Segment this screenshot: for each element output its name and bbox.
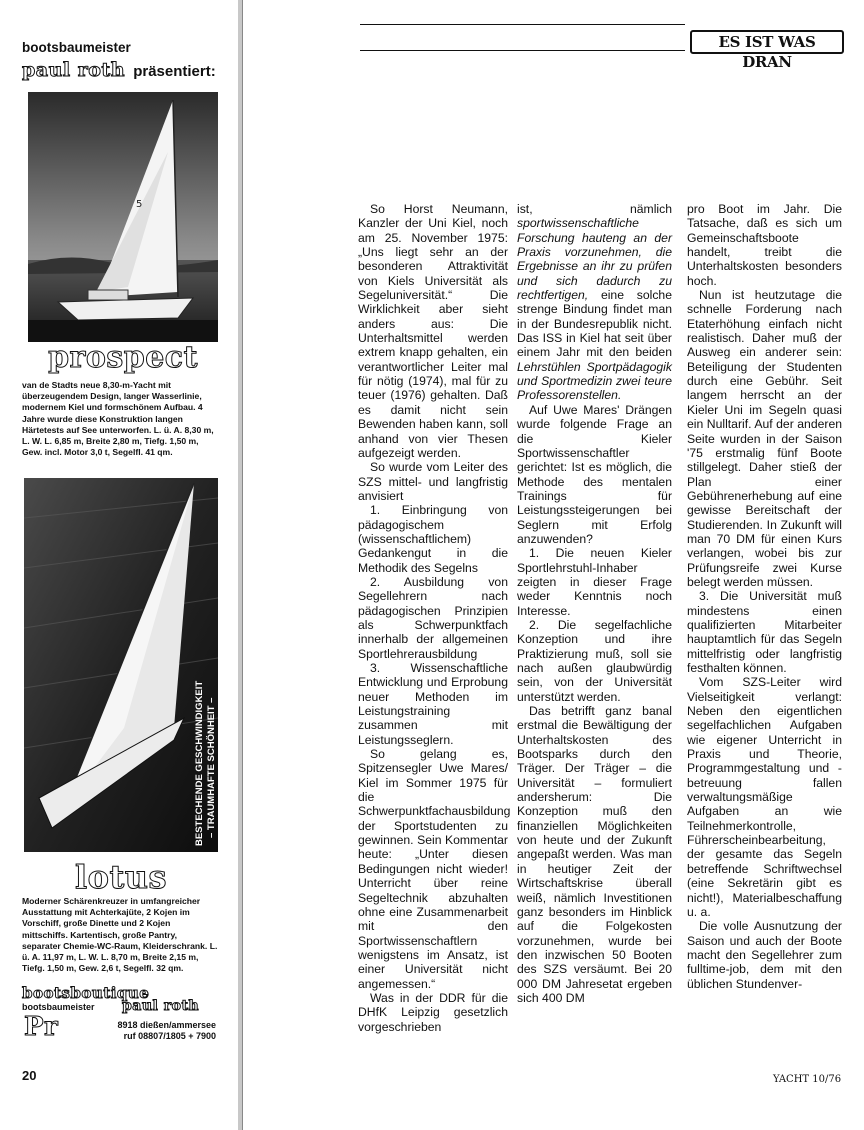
col2-paragraph: Auf Uwe Mares' Drängen wurde folgende Frage an die Kieler Sportwissenschaftler gerichtet: Ist es möglich, die Methode des mentalen Trainings für Leistungssteigerungen bei Seglern mit Erfolg anzuwenden? (517, 402, 672, 546)
section-badge: ES IST WAS DRAN (690, 30, 844, 54)
col2-emphasis-1: sportwissenschaftliche Forschung hauteng an der Praxis vorzunehmen, die Ergebnisse an ihr zu prüfen und sich dadurch zu rechtfertigen, (517, 216, 672, 303)
col1-paragraph: So wurde vom Leiter des SZS mittel- und langfristig anvisiert (358, 460, 508, 503)
header-rule-top (360, 24, 685, 25)
gutter-line (242, 0, 243, 1130)
col3-paragraph: Vom SZS-Leiter wird Vielseitigkeit verlangt: Neben den eigentlichen segelfachlichen Aufgaben wie eigener Unterricht in Praxis und Theorie, Programmgestaltung und -betreuung fallen verwaltungsmäßige Aufgaben an wie Teilnehmerkontrolle, Führerscheinbearbeitung, der gesamte das Segeln betreffende Schriftwechsel (eine Sekretärin gibt es nicht!), Materialbeschaffung u. a. (687, 675, 842, 919)
lotus-description: Moderner Schärenkreuzer in umfangreicher Ausstattung mit Achterkajüte, 2 Kojen im Vorschiff, große Dinette und 2 Kojen mittschiffs. Kartentisch, große Pantry, separater Chemie-WC-Raum, Kleiderschrank. L. ü. A. 11,97 m, L. W. L. 8,70 m, Breite 2,15 m, Tiefg. 1,50 m, Gew. 2,6 t, Segelfl. 32 qm. (22, 896, 218, 974)
col2-mid: eine solche strenge Bindung findet man in der Bundesrepublik nicht. Das ISS in Kiel hat seit über einem Jahr mit den beiden (517, 288, 672, 360)
col2-emphasis-2: Lehrstühlen Sportpädagogik und Sportmedizin zwei teure Professorenstellen. (517, 359, 672, 403)
article-column-3 (687, 202, 842, 991)
sail-number: 5 (136, 199, 143, 210)
ad-brand: paul roth (22, 59, 126, 81)
lotus-sailboat-image (24, 478, 218, 852)
page-number: 20 (22, 1068, 37, 1083)
ad-presents: präsentiert: (133, 63, 216, 80)
col1-list-item: 2. Ausbildung von Segellehrern nach pädagogischen Prinzipien als Schwerpunktfach innerhalb der allgemeinen Sportlehrerausbildung (358, 574, 508, 661)
lotus-caption-line2: – TRAUMHAFTE SCHÖNHEIT – (206, 697, 217, 838)
prospect-photo (28, 92, 218, 342)
contact-address-block (112, 1020, 216, 1042)
ad-brand-line (22, 59, 222, 83)
col2-lead: ist, nämlich (517, 202, 672, 216)
col2-list-item: 2. Die segelfachliche Konzeption und ihre Praktizierung muß, soll sie nach außen glaubwürdig sein, von der Universität unterstützt werden. (517, 617, 672, 704)
col3-paragraph: pro Boot im Jahr. Die Tatsache, daß es sich um Gemeinschaftsboote handelt, treibt die Unterhaltskosten besonders hoch. (687, 202, 842, 288)
prospect-sailboat-image (28, 92, 218, 342)
ad-heading: bootsbaumeister (22, 40, 131, 55)
lotus-photo (24, 478, 218, 852)
pr-logo: Pr (24, 1012, 59, 1042)
article-column-2 (517, 202, 672, 1005)
advertisement-header (22, 40, 222, 83)
col1-paragraph: So Horst Neumann, Kanzler der Uni Kiel, noch am 25. November 1975: „Uns liegt sehr an der besonderen Attraktivität von Kiels Universität als Segeluniversität.“ Die Wirklichkeit aber sieht anders aus: Die Unterhaltsmittel werden extrem knapp gehalten, ein verantwortlicher Leiter mal für nötig (1974), mal für zu teuer (1976) gehalten. Daß es damit nicht sein Bewenden haben kann, soll anhand von vier Thesen aufgezeigt werden. (358, 202, 508, 460)
contact-brand: paul roth (122, 998, 200, 1014)
col1-list-item: 3. Wissenschaftliche Entwicklung und Erprobung neuer Methoden im Leistungstraining zusammen mit Leistungsseglern. (358, 661, 508, 747)
col3-paragraph: Die volle Ausnutzung der Saison und auch der Boote macht den Segellehrer zum fulltime-job, dem mit den üblichen Stundenver- (687, 919, 842, 991)
lotus-caption-line1: BESTECHENDE GESCHWINDIGKEIT (194, 680, 205, 846)
contact-address: 8918 dießen/ammersee (117, 1020, 216, 1030)
col3-list-item: 3. Die Universität muß mindestens einen qualifizierten Mitarbeiter hauptamtlich für das Segeln mittelfristig oder langfristig festhalten können. (687, 589, 842, 675)
col1-paragraph: So gelang es, Spitzensegler Uwe Mares/ Kiel im Sommer 1975 für die Schwerpunktfachausbildung der Sportstudenten zu gewinnen. Sein Kommentar heute: „Unter diesen Bedingungen nicht wieder! Unterricht über reine Segeltechnik abzuhalten ohne eine Zusammenarbeit mit den Sportwissenschaftlern wenigstens im Ansatz, ist einer Universität nicht angemessen.“ (358, 747, 511, 991)
col2-paragraph: Das betrifft ganz banal erstmal die Bewältigung der Unterhaltskosten des Bootsparks durch den Träger. Der Träger – die Universität – formuliert andersherum: Die Konzeption muß den finanziellen Möglichkeiten von heute und der Zukunft angepaßt werden. Was man in heutiger Zeit der Wirtschaftskrise überall weiß, nämlich Investitionen ganz besonders im Hinblick auf die Folgekosten vorzunehmen, wurde bei den inzwischen 50 Booten des SZS versäumt. Bei 20 000 DM Jahresetat ergeben sich 400 DM (517, 704, 672, 1005)
lotus-logo: lotus (74, 858, 168, 896)
contact-label: bootsbaumeister (22, 1002, 95, 1012)
col1-list-item: 1. Einbringung von pädagogischem (wissenschaftlichem) Gedankengut in die Methodik des Segelns (358, 503, 508, 575)
col2-first-paragraph (517, 202, 672, 403)
col3-paragraph: Nun ist heutzutage die schnelle Forderung nach Etaterhöhung einfach nicht realistisch. Daher muß der Ausweg ein anderer sein: Beteiligung der Studenten durch eine Gebühr. Seit langem herrscht an der Kieler Uni im Segeln quasi ein Nulltarif. Auf der anderen Seite wurden in der Saison '75 erstmalig fünf Boote stillgelegt. Daher stieß der Plan einer Gebührenerhebung auf eine gewisse Bereitschaft der Studierenden. In Zukunft will man 70 DM für einen Kurs verlangen, wobei bis zur Prüfungsreife zwei Kurse belegt werden müssen. (687, 288, 842, 589)
article-column-1 (358, 202, 511, 1034)
prospect-logo: prospect (48, 340, 198, 375)
boutique-logo: bootsboutique (22, 984, 150, 1002)
col1-paragraph: Was in der DDR für die DHfK Leipzig gesetzlich vorgeschrieben (358, 990, 508, 1034)
header-rule-bottom (360, 50, 685, 51)
col2-list-item: 1. Die neuen Kieler Sportlehrstuhl-Inhaber zeigten in dieser Frage weder Kenntnis noch Interesse. (517, 546, 672, 618)
magazine-footer: YACHT 10/76 (773, 1074, 842, 1085)
contact-phone: ruf 08807/1805 + 7900 (123, 1031, 216, 1041)
prospect-description: van de Stadts neue 8,30-m-Yacht mit überzeugendem Design, langer Wasserlinie, modernem Kiel und formschönem Aufbau. 4 Jahre wurde diese Konstruktion langen Härtetests auf See unterworfen. L. ü. A. 8,30 m, L. W. L. 6,85 m, Breite 2,80 m, Tiefg. 1,50 m, Gew. incl. Motor 3,0 t, Segelfl. 41 qm. (22, 380, 214, 458)
